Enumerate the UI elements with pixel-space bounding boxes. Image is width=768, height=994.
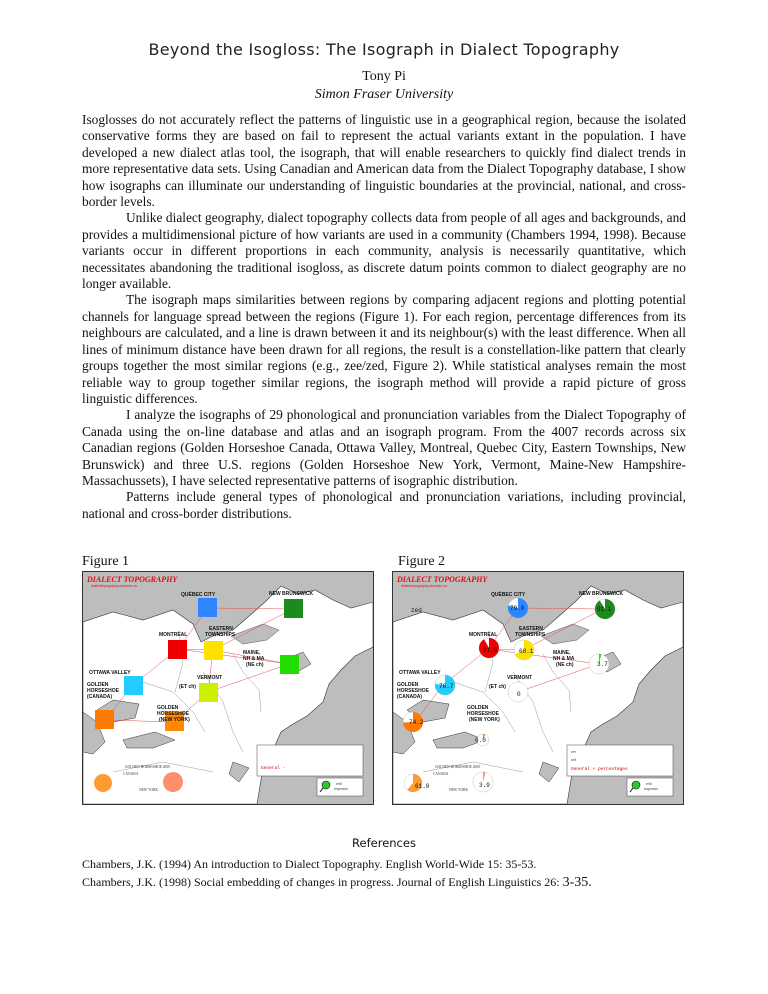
value-montreal: 91.9 <box>483 647 498 654</box>
region-marker-new-brunswick <box>284 599 303 618</box>
figure-2-label: Figure 2 <box>398 554 446 569</box>
region-marker-montreal <box>168 640 187 659</box>
region-marker-maine <box>280 655 299 674</box>
paragraph: I analyze the isographs of 29 phonological and pronunciation variables from the Dialect Topography of Canada using the on-line database and atlas and an isograph program. From the 4007 records across six Canadian regions (Golden Horseshoe Canada, Ottawa Valley, Montreal, Quebec City, Eastern Townships, New Brunswick) and three U.S. regions (Golden Horseshoe New York, Vermont, Maine-New Hampshire-Massachussets), I have selected representative patterns of isographic distribution. <box>82 407 686 488</box>
legend-line: General - <box>261 766 286 771</box>
value-gh-canada: 74.2 <box>409 719 424 726</box>
label-gh-canada: (CANADA) <box>397 694 422 700</box>
label-gh-new-york: GOLDEN <box>467 705 489 711</box>
paragraph: Isoglosses do not accurately reflect the patterns of linguistic use in a geographical region, because the isolated conservative forms they are based on fail to represent the actual variants extant in the population. I have developed a new dialect atlas tool, the isograph, that will enable researchers to quickly find dialect trends in more representative data sets. Using Canadian and American data from the Dialect Topography database, I show how isographs can illuminate our understanding of linguistic boundaries at the provincial, national, and cross-border levels. <box>82 112 686 210</box>
value-ottawa-valley: 76.7 <box>439 683 454 690</box>
references-heading: References <box>352 836 416 850</box>
region-marker-eastern-townships <box>204 641 223 660</box>
value-vermont: 0 <box>517 691 521 698</box>
label-vermont-note: (ET ch) <box>179 684 196 690</box>
label-eastern-townships: TOWNSHIPS <box>515 632 546 638</box>
figure-1-map <box>83 572 373 804</box>
label-gh-canada: (CANADA) <box>87 694 112 700</box>
value-gh-new-york: 6.0 <box>475 737 486 744</box>
circle-marker-canada <box>94 774 112 792</box>
bottom-note: GOLDEN HORSESHOE 2000 <box>125 765 170 769</box>
label-ottawa-valley: OTTAWA VALLEY <box>399 670 441 676</box>
bottom-note: CANADA <box>433 772 449 776</box>
label-eastern-townships: EASTERN <box>519 626 543 632</box>
label-gh-canada: HORSESHOE <box>397 688 429 694</box>
reference-text: Chambers, J.K. (1994) An introduction to Dialect Topography. English World-Wide 15: 35-53. <box>82 857 537 871</box>
legend-box <box>257 745 363 776</box>
abstract-body <box>82 112 686 522</box>
map-brand-url: dialecttopography.utoronto.ca <box>401 584 447 588</box>
label-new-brunswick: NEW BRUNSWICK <box>579 591 624 597</box>
reference-pages: 3-35. <box>562 875 592 890</box>
reference-item <box>82 857 536 872</box>
label-montreal: MONTRÉAL <box>159 632 188 638</box>
legend-line: General + percentages <box>571 767 628 772</box>
paragraph: The isograph maps similarities between regions by comparing adjacent regions and plotting potential channels for language spread between the regions (Figure 1). For each region, percentage differences from its neighbours are calculated, and a line is drawn between it and its neighbour(s) with the least difference. When all lines of minimum distance have been drawn for all regions, the result is a constellation-like pattern that clearly groups together the most similar regions (e.g., zee/zed, Figure 2). While statistical analyses remain the most reliable way to group together similar regions, the isograph method will provide a rapid picture of gross linguistic differences. <box>82 292 686 406</box>
map-brand: DIALECT TOPOGRAPHY <box>87 575 178 584</box>
map-brand-url: dialecttopography.utoronto.ca <box>91 584 137 588</box>
label-gh-new-york: (NEW YORK) <box>159 717 190 723</box>
zed-label: zed <box>411 607 422 614</box>
region-marker-gh-canada <box>95 710 114 729</box>
label-maine: (NE ch) <box>246 662 264 668</box>
label-quebec-city: QUÉBEC CITY <box>181 592 216 598</box>
magnifier-icon <box>632 781 640 789</box>
legend-button-label: responses <box>334 787 348 791</box>
figure-2 <box>392 571 684 805</box>
bottom-note: CANADA <box>123 772 139 776</box>
label-vermont: VERMONT <box>507 675 532 681</box>
circle-marker-new-york <box>163 772 183 792</box>
value-new-brunswick: 91.1 <box>597 606 612 613</box>
region-marker-vermont <box>199 683 218 702</box>
label-maine: (NE ch) <box>556 662 574 668</box>
region-marker-quebec-city <box>198 598 217 617</box>
bottom-note: GOLDEN HORSESHOE 2000 <box>435 765 480 769</box>
label-maine: MAINE, <box>243 650 261 656</box>
label-gh-new-york: HORSESHOE <box>467 711 499 717</box>
label-maine: NH & MA <box>243 656 265 662</box>
paragraph: Patterns include general types of phonological and pronunciation variations, including provincial, national and cross-border distributions. <box>82 489 686 521</box>
label-gh-canada: GOLDEN <box>87 682 109 688</box>
figure-2-map <box>393 572 683 804</box>
label-maine: MAINE, <box>553 650 571 656</box>
label-montreal: MONTRÉAL <box>469 632 498 638</box>
label-vermont: VERMONT <box>197 675 222 681</box>
author-affiliation: Simon Fraser University <box>314 87 454 102</box>
label-new-brunswick: NEW BRUNSWICK <box>269 591 314 597</box>
figure-1 <box>82 571 374 805</box>
paper-title: Beyond the Isogloss: The Isograph in Dialect Topography <box>148 40 620 59</box>
value-canada-circle: 61.0 <box>415 783 430 790</box>
paragraph: Unlike dialect geography, dialect topography collects data from people of all ages and backgrounds, and provides a multidimensional picture of how variants are used in a community (Chambers 1994, 1998). Because variants occur in different proportions in each community, analysis is necessarily quantitative, which necessitates abandoning the traditional isogloss, as discrete datum points common to dialect geography are no longer available. <box>82 210 686 292</box>
label-maine: NH & MA <box>553 656 575 662</box>
label-gh-canada: GOLDEN <box>397 682 419 688</box>
magnifier-icon <box>322 781 330 789</box>
bottom-note: NEW YORK <box>139 788 159 792</box>
value-quebec-city: 79.0 <box>510 605 525 612</box>
label-vermont-note: (ET ch) <box>489 684 506 690</box>
author-name: Tony Pi <box>362 69 406 84</box>
label-gh-new-york: (NEW YORK) <box>469 717 500 723</box>
legend-button-label: redi <box>646 782 652 786</box>
value-maine: 3.7 <box>597 661 608 668</box>
label-gh-canada: HORSESHOE <box>87 688 119 694</box>
map-brand: DIALECT TOPOGRAPHY <box>397 575 488 584</box>
label-eastern-townships: EASTERN <box>209 626 233 632</box>
legend-line: zee <box>571 750 576 754</box>
label-eastern-townships: TOWNSHIPS <box>205 632 236 638</box>
label-gh-new-york: GOLDEN <box>157 705 179 711</box>
legend-button-label: responses <box>644 787 658 791</box>
value-newyork-circle: 3.9 <box>479 782 490 789</box>
legend-button-label: redi <box>336 782 342 786</box>
value-eastern-townships: 68.1 <box>519 648 534 655</box>
region-marker-ottawa-valley <box>124 676 143 695</box>
label-quebec-city: QUÉBEC CITY <box>491 592 526 598</box>
legend-line: zed <box>571 758 576 762</box>
reference-text: Chambers, J.K. (1998) Social embedding of changes in progress. Journal of English Linguistics 26: <box>82 875 563 889</box>
label-gh-new-york: HORSESHOE <box>157 711 189 717</box>
reference-item <box>82 875 592 891</box>
figure-1-label: Figure 1 <box>82 554 130 569</box>
label-ottawa-valley: OTTAWA VALLEY <box>89 670 131 676</box>
bottom-note: NEW YORK <box>449 788 469 792</box>
